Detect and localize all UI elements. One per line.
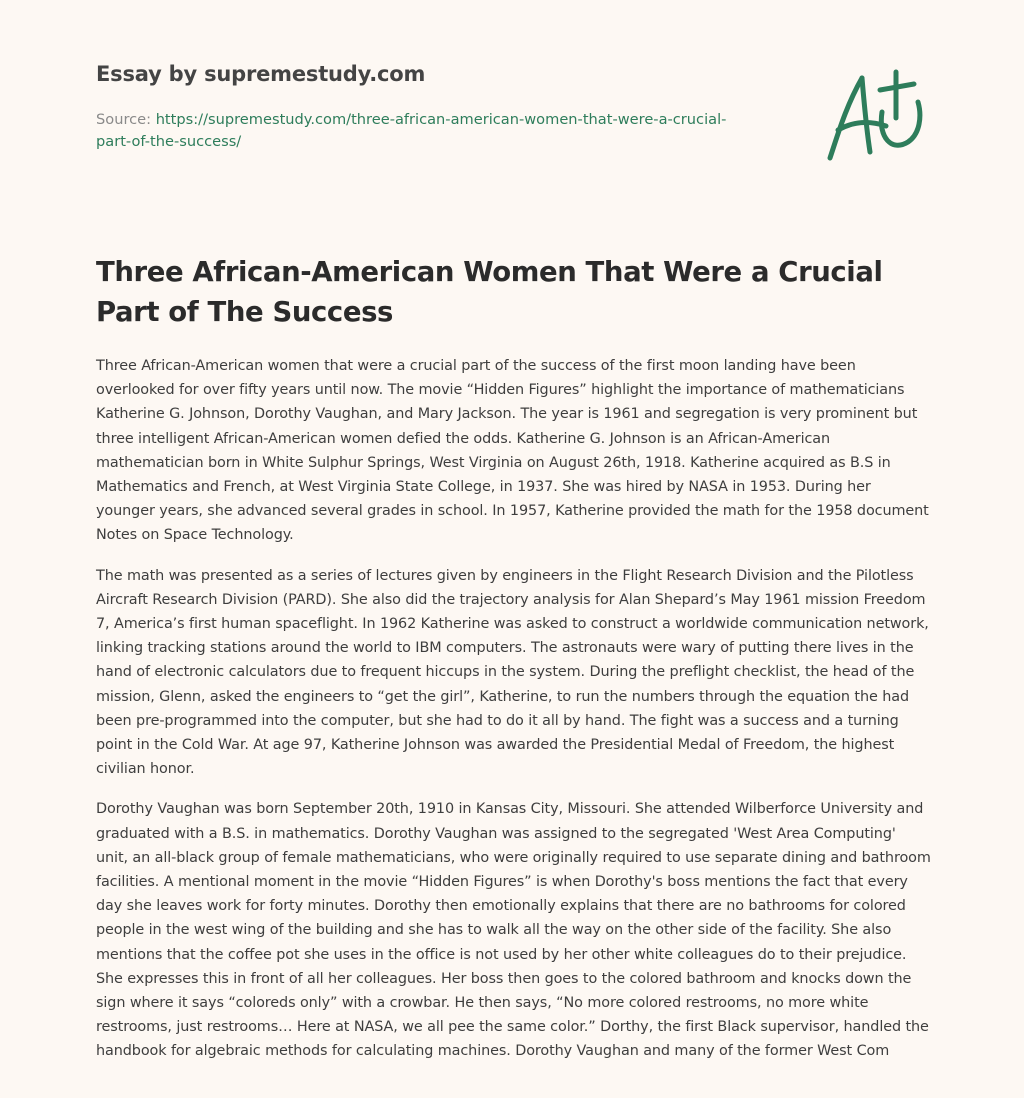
essay-body xyxy=(96,354,932,1080)
essay-title: Three African-American Women That Were a Crucial Part of The Success xyxy=(96,256,883,328)
essay-header xyxy=(96,62,796,153)
source-link-line-2: part-of-the-success/ xyxy=(96,133,242,150)
site-title: Essay by supremestudy.com xyxy=(96,62,426,86)
source-link[interactable] xyxy=(96,111,726,150)
paragraph-3: Dorothy Vaughan was born September 20th, 1910 in Kansas City, Missouri. She attended Wilberforce University and graduated with a B.S. in mathematics. Dorothy Vaughan was assigned to the segregated 'West Area Computing' unit, an all-black group of female mathematicians, who were originally required to use separate dining and bathroom facilities. A mentional moment in the movie “Hidden Figures” is when Dorothy's boss mentions the fact that every day she leaves work for forty minutes. Dorothy then emotionally explains that there are no bathrooms for colored people in the west wing of the building and she has to walk all the way on the other side of the facility. She also mentions that the coffee pot she uses in the office is not used by her other white colleagues do to their prejudice. She expresses this in front of all her colleagues. Her boss then goes to the colored bathroom and knocks down the sign where it says “coloreds only” with a crowbar. He then says, “No more colored restrooms, no more white restrooms, just restrooms… Here at NASA, we all pee the same color.” Dorthy, the first Black supervisor, handled the handbook for algebraic methods for calculating machines. Dorothy Vaughan and many of the former West Com xyxy=(96,801,931,1060)
paragraph-1: Three African-American women that were a crucial part of the success of the first moon landing have been overlooked for over fifty years until now. The movie “Hidden Figures” highlight the importance of mathematicians Katherine G. Johnson, Dorothy Vaughan, and Mary Jackson. The year is 1961 and segregation is very prominent but three intelligent African-American women defied the odds. Katherine G. Johnson is an African-American mathematician born in White Sulphur Springs, West Virginia on August 26th, 1918. Katherine acquired as B.S in Mathematics and French, at West Virginia State College, in 1937. She was hired by NASA in 1953. During her younger years, she advanced several grades in school. In 1957, Katherine provided the math for the 1958 document Notes on Space Technology. xyxy=(96,358,929,544)
a-plus-grade-icon xyxy=(824,68,928,164)
source-label: Source: xyxy=(96,111,152,128)
paragraph-2: The math was presented as a series of lectures given by engineers in the Flight Research Division and the Pilotless Aircraft Research Division (PARD). She also did the trajectory analysis for Alan Shepard’s May 1961 mission Freedom 7, America’s first human spaceflight. In 1962 Katherine was asked to construct a worldwide communication network, linking tracking stations around the world to IBM computers. The astronauts were wary of putting there lives in the hand of electronic calculators due to frequent hiccups in the system. During the preflight checklist, the head of the mission, Glenn, asked the engineers to “get the girl”, Katherine, to run the numbers through the equation the had been pre-programmed into the computer, but she had to do it all by hand. The fight was a success and a turning point in the Cold War. At age 97, Katherine Johnson was awarded the Presidential Medal of Freedom, the highest civilian honor. xyxy=(96,567,929,778)
source-link-line-1: https://supremestudy.com/three-african-american-women-that-were-a-crucial- xyxy=(155,111,727,128)
source-line xyxy=(96,109,776,153)
